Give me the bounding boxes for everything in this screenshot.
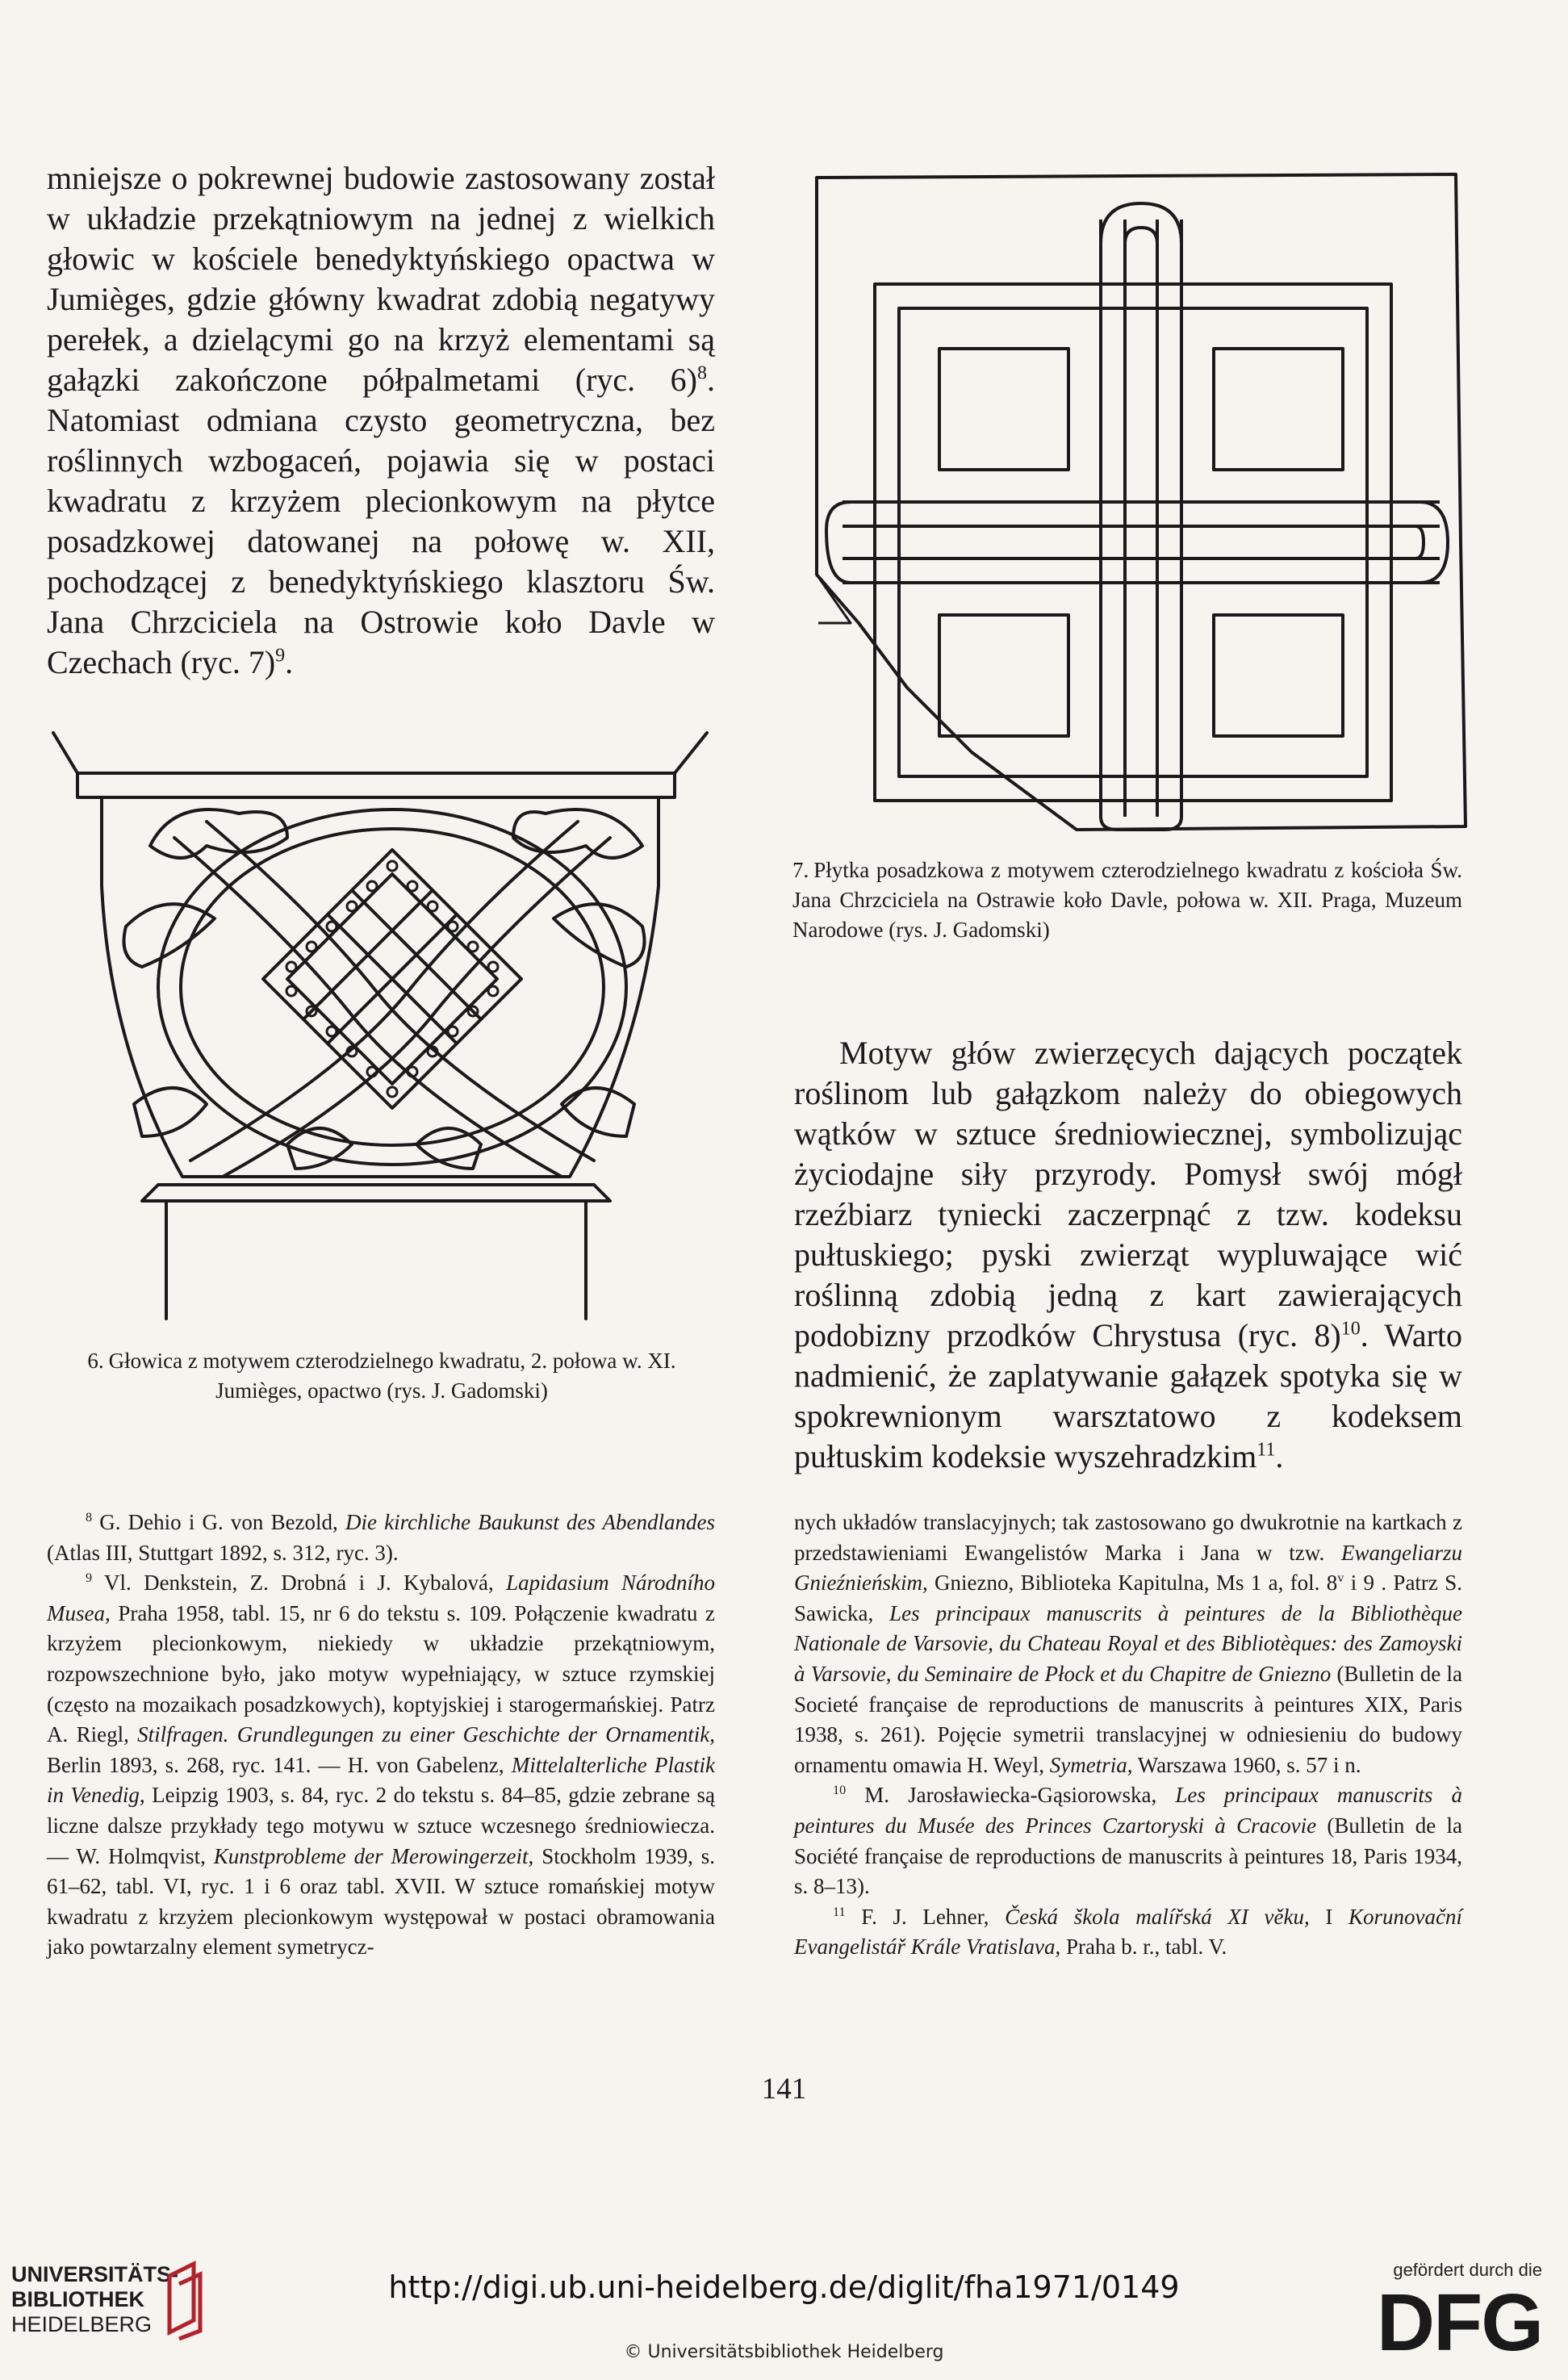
footnote-cont-title-2: Les principaux manuscrits à peintures de la Bibliothèque Nationale de Varsovie, du Chateau Royal et des Bibliotèques: des Zamoyski à Varsovie, du Seminaire de Płock et du Chapitre de Gniezno xyxy=(794,1600,1462,1686)
footnote-cont-text-4: (Bulletin de la Societé française de reproductions de manuscrits à peintures XIX, Paris 1938, s. 261). Pojęcie symetrii translacyjnej w odniesieniu do budowy ornamentu omawia H. Weyl, xyxy=(794,1661,1462,1777)
footnote-cont-title-1: Ewangeliarzu Gnieźnieńskim, xyxy=(794,1540,1463,1596)
footnote-11 xyxy=(794,1902,1462,1963)
footnote-9-text-3: Leipzig 1903, s. 84, ryc. 2 do tekstu s. 84–85, gdzie zebrane są liczne dalsze przykłady tego motywu w sztuce wczesnego średniowiecza. — W. Holmqvist, xyxy=(47,1783,716,1868)
footnote-8-title: Die kirchliche Baukunst des Abendlandes xyxy=(345,1510,716,1534)
footnote-cont-text-5: Warszawa 1960, s. 57 i n. xyxy=(1137,1752,1361,1777)
footnote-8-mark: 8 xyxy=(86,1510,93,1525)
footnote-8-authors: G. Dehio i G. von Bezold, xyxy=(99,1510,338,1534)
caption-6-text: Głowica z motywem czterodzielnego kwadratu, 2. połowa w. XI. Jumièges, opactwo (rys. J. Gadomski) xyxy=(108,1349,676,1403)
footnote-11-title-2: Korunovační Evangelistář Krále Vratislava, xyxy=(794,1904,1462,1960)
footnote-10 xyxy=(794,1780,1462,1901)
figure-7-floor-tile xyxy=(810,171,1472,834)
footnote-10-mark: 10 xyxy=(833,1783,847,1798)
intro-paragraph xyxy=(47,158,715,683)
caption-figure-7 xyxy=(792,855,1462,945)
footnote-ref-10[interactable]: 10 xyxy=(1340,1318,1361,1340)
intro-text-2: . Natomiast odmiana czysto geometryczna, bez roślinnych wzbogaceń, pojawia się w postaci kwadratu z krzyżem plecionkowym na płytce posadzkowej datowanej na połowę w. XII, pochodzącej z benedyktyńskiego klasztoru Św. Jana Chrzciciela na Ostrowie koło Davle w Czechach (ryc. 7) xyxy=(47,362,715,680)
footnote-9-title: Lapidasium Národního Musea, xyxy=(47,1571,716,1625)
caption-7-number: 7. xyxy=(792,858,809,882)
footnote-cont-text-2: Gniezno, Biblioteka Kapitulna, Ms 1 a, fol. 8 xyxy=(935,1571,1338,1596)
tile-drawing xyxy=(810,171,1472,834)
caption-7-text: Płytka posadzkowa z motywem czterodzielnego kwadratu z kościoła Św. Jana Chrzciciela na Ostrawie koło Davle, połowa w. XII. Praga, Muzeum Narodowe (rys. J. Gadomski) xyxy=(792,858,1462,942)
library-name-line-2: BIBLIOTHEK xyxy=(11,2287,144,2311)
footnote-9-title-2: Stilfragen. Grundlegungen zu einer Geschichte der Ornamentik, xyxy=(137,1722,715,1747)
figure-6-capital xyxy=(45,725,723,1322)
footnote-11-mark: 11 xyxy=(833,1904,846,1919)
footnote-cont-text-1: nych układów translacyjnych; tak zastosowano go dwukrotnie na kartkach z przedstawieniami Ewangelistów Marka i Jana w tzw. xyxy=(794,1510,1462,1565)
footnote-9-continued xyxy=(794,1508,1462,1780)
intro-text-3: . xyxy=(285,644,294,680)
footnote-8-details: (Atlas III, Stuttgart 1892, s. 312, ryc. 3). xyxy=(47,1540,399,1565)
caption-figure-6 xyxy=(48,1346,715,1406)
footnote-9 xyxy=(47,1568,715,1963)
footnote-9-title-4: Kunstprobleme der Merowingerzeit, xyxy=(213,1843,534,1868)
footnote-9-text-4: Stockholm 1939, s. 61–62, tabl. VI, ryc. 1 i 6 oraz tabl. XVII. W sztuce romańskiej motyw kwadratu z krzyżem plecionkowym występował w postaci obramowania jako powtarzalny element symetrycz- xyxy=(47,1843,716,1960)
copyright-notice: © Universitätsbibliothek Heidelberg xyxy=(624,2342,944,2362)
footnote-9-text-1: Praha 1958, tabl. 15, nr 6 do tekstu s. 109. Połączenie kwadratu z krzyżem plecionkowym, niekiedy w układzie przekątniowym, rozpowszechnione było, jako motyw wypełniający, w sztuce rzymskiej (często na mozaikach posadzkowych), koptyjskiej i starogermańskiej. Patrz A. Riegl, xyxy=(47,1600,715,1747)
permalink-url[interactable]: http://digi.ub.uni-heidelberg.de/diglit/fha1971/0149 xyxy=(388,2269,1180,2305)
library-name-line-1: UNIVERSITÄTS- xyxy=(11,2262,179,2286)
footnote-cont-text-3: i 9 . Patrz S. Sawicka, xyxy=(794,1571,1462,1625)
funding-note: gefördert durch die xyxy=(1393,2260,1542,2280)
footnote-9-title-3: Mittelalterliche Plastik in Venedig, xyxy=(47,1752,715,1808)
footnote-11-title-1: Česká škola malířská XI věku, xyxy=(1005,1904,1310,1929)
intro-text-1: mniejsze o pokrewnej budowie zastosowany został w układzie przekątniowym na jednej z wielkich głowic w kościele benedyktyńskiego opactwa w Jumièges, gdzie główny kwadrat zdobią negatywy perełek, a dzielącymi go na krzyż elementami są gałązki zakończone półpalmetami (ryc. 6) xyxy=(47,160,715,398)
footnote-11-author: F. J. Lehner, xyxy=(861,1904,989,1929)
footnote-9-authors: Vl. Denkstein, Z. Drobná i J. Kybalová, xyxy=(103,1571,494,1596)
footnote-ref-11[interactable]: 11 xyxy=(1256,1439,1276,1461)
footnote-9-text-2: Berlin 1893, s. 268, ryc. 141. — H. von Gabelenz, xyxy=(47,1752,504,1777)
page-number: 141 xyxy=(761,2073,807,2106)
capital-drawing xyxy=(45,725,723,1322)
footnote-10-author: M. Jarosławiecka-Gąsiorowska, xyxy=(864,1783,1157,1808)
footnote-cont-verso: v xyxy=(1337,1571,1344,1586)
dfg-logo: DFG xyxy=(1376,2278,1542,2368)
library-name-line-3: HEIDELBERG xyxy=(11,2312,153,2336)
right-paragraph xyxy=(794,1033,1462,1477)
footnote-8 xyxy=(47,1508,715,1568)
caption-6-number: 6. xyxy=(87,1349,104,1373)
right-text-2: . Warto nadmienić, że zaplatywanie gałązek spotyka się w spokrewnionym warsztatowo z kodeksem pułtuskim kodeksie wyszehradzkim xyxy=(794,1317,1463,1474)
footnote-10-title: Les principaux manuscrits à peintures du Musée des Princes Czartoryski à Cracovie xyxy=(794,1783,1463,1838)
right-text-3: . xyxy=(1275,1438,1284,1474)
footnote-cont-title-3: Symetria, xyxy=(1049,1752,1133,1777)
footnote-ref-9[interactable]: 9 xyxy=(275,645,286,667)
footnote-11-volume: I xyxy=(1325,1904,1333,1929)
footnote-10-details: (Bulletin de la Société française de reproductions de manuscrits à peintures 18, Paris 1934, s. 8–13). xyxy=(794,1813,1462,1899)
right-text-1: Motyw głów zwierzęcych dających początek roślinom lub gałązkom należy do obiegowych wątków w sztuce średniowiecznej, symbolizując życiodajne siły przyrody. Pomysł swój mógł rzeźbiarz tyniecki zaczerpnąć z tzw. kodeksu pułtuskiego; pyski zwierząt wypluwające wić roślinną zdobią jedną z kart zawierających podobizny przodków Chrystusa (ryc. 8) xyxy=(794,1035,1462,1353)
footnote-11-details: Praha b. r., tabl. V. xyxy=(1065,1935,1227,1960)
footnote-9-mark: 9 xyxy=(86,1571,93,1586)
footnotes-right xyxy=(794,1508,1462,1963)
footnote-ref-8[interactable]: 8 xyxy=(697,362,707,384)
footnotes-left xyxy=(47,1508,715,1963)
